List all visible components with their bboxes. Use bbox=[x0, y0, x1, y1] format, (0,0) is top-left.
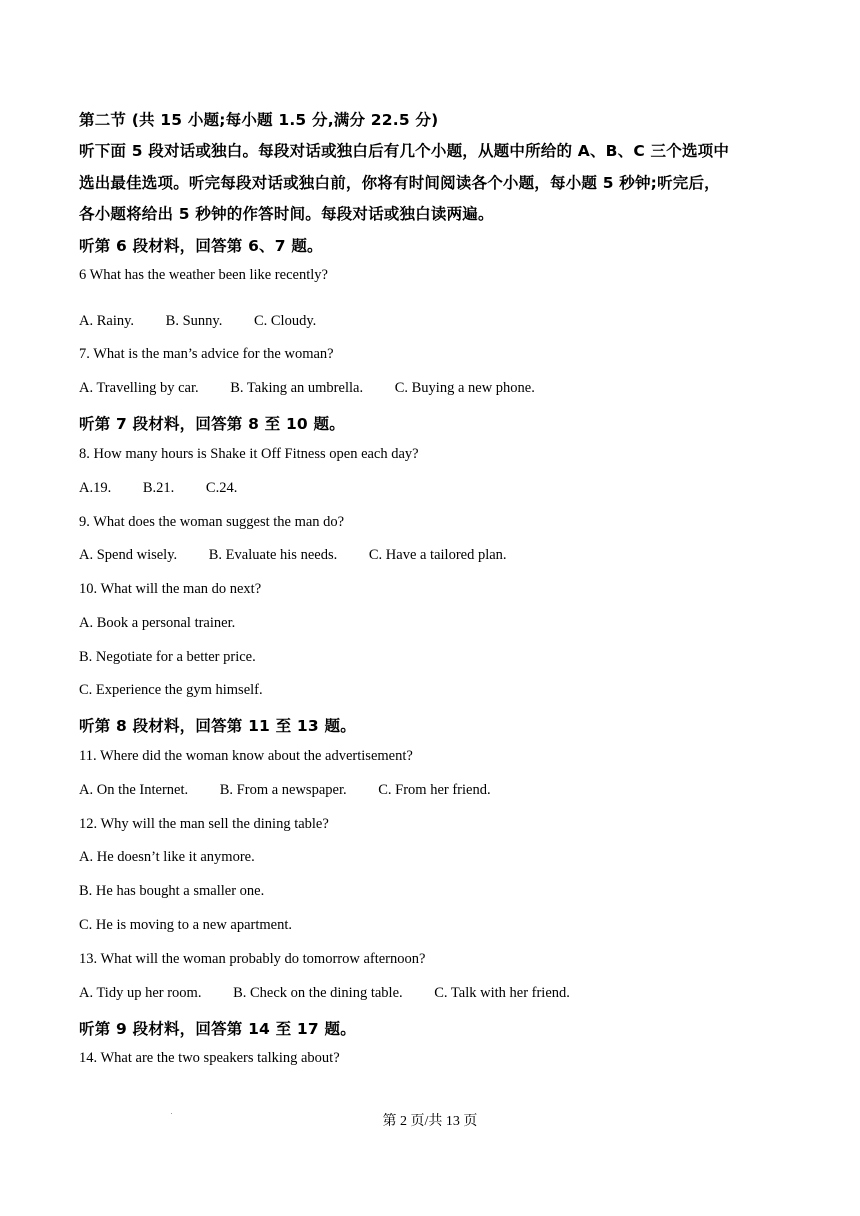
option-12c: C. He is moving to a new apartment. bbox=[79, 917, 293, 933]
option-13a: A. Tidy up her room. bbox=[79, 985, 202, 1001]
option-11b: B. From a newspaper. bbox=[219, 782, 347, 798]
option-6b: B. Sunny. bbox=[165, 313, 223, 329]
question-10: 10. What will the man do next? bbox=[79, 581, 262, 597]
instructions-line-2: 选出最佳选项。听完每段对话或独白前，你将有时间阅读各个小题，每小题 5 秒钟;听完后， bbox=[79, 174, 720, 192]
group-heading-6: 听第 6 段材料，回答第 6、7 题。 bbox=[79, 237, 323, 255]
group-heading-8: 听第 8 段材料，回答第 11 至 13 题。 bbox=[79, 717, 356, 735]
option-9a: A. Spend wisely. bbox=[79, 547, 178, 563]
option-7b: B. Taking an umbrella. bbox=[230, 380, 364, 396]
option-9c: C. Have a tailored plan. bbox=[368, 547, 507, 563]
option-11c: C. From her friend. bbox=[378, 782, 491, 798]
instructions-line-3: 各小题将给出 5 秒钟的作答时间。每段对话或独白读两遍。 bbox=[79, 205, 494, 223]
question-8: 8. How many hours is Shake it Off Fitness open each day? bbox=[79, 446, 419, 462]
option-8c: C.24. bbox=[205, 480, 238, 496]
options-8 bbox=[79, 480, 237, 497]
options-7 bbox=[79, 380, 535, 397]
section-title: 第二节 (共 15 小题;每小题 1.5 分,满分 22.5 分) bbox=[79, 111, 439, 129]
question-13: 13. What will the woman probably do tomorrow afternoon? bbox=[79, 951, 426, 967]
option-8b: B.21. bbox=[142, 480, 175, 496]
group-heading-9: 听第 9 段材料，回答第 14 至 17 题。 bbox=[79, 1020, 356, 1038]
options-11 bbox=[79, 782, 491, 799]
option-13b: B. Check on the dining table. bbox=[233, 985, 403, 1001]
options-9 bbox=[79, 547, 507, 564]
question-14: 14. What are the two speakers talking about? bbox=[79, 1050, 340, 1066]
option-7a: A. Travelling by car. bbox=[79, 380, 199, 396]
option-11a: A. On the Internet. bbox=[79, 782, 189, 798]
option-8a: A.19. bbox=[79, 480, 112, 496]
option-6c: C. Cloudy. bbox=[253, 313, 317, 329]
option-10a: A. Book a personal trainer. bbox=[79, 615, 236, 631]
option-12b: B. He has bought a smaller one. bbox=[79, 883, 265, 899]
option-7c: C. Buying a new phone. bbox=[394, 380, 535, 396]
group-heading-7: 听第 7 段材料，回答第 8 至 10 题。 bbox=[79, 415, 345, 433]
options-6 bbox=[79, 313, 316, 330]
question-11: 11. Where did the woman know about the advertisement? bbox=[79, 748, 413, 764]
page-footer: 第 2 页/共 13 页 bbox=[382, 1114, 478, 1129]
option-13c: C. Talk with her friend. bbox=[434, 985, 570, 1001]
option-10c: C. Experience the gym himself. bbox=[79, 682, 263, 698]
instructions-line-1: 听下面 5 段对话或独白。每段对话或独白后有几个小题，从题中所给的 A、B、C 三个选项中 bbox=[79, 142, 730, 160]
question-9: 9. What does the woman suggest the man do? bbox=[79, 514, 345, 530]
option-9b: B. Evaluate his needs. bbox=[208, 547, 338, 563]
option-10b: B. Negotiate for a better price. bbox=[79, 649, 256, 665]
question-6: 6 What has the weather been like recently? bbox=[79, 267, 328, 283]
question-7: 7. What is the man’s advice for the woman? bbox=[79, 346, 334, 362]
options-13 bbox=[79, 985, 570, 1002]
question-12: 12. Why will the man sell the dining table? bbox=[79, 816, 329, 832]
option-12a: A. He doesn’t like it anymore. bbox=[79, 849, 255, 865]
option-6a: A. Rainy. bbox=[79, 313, 135, 329]
